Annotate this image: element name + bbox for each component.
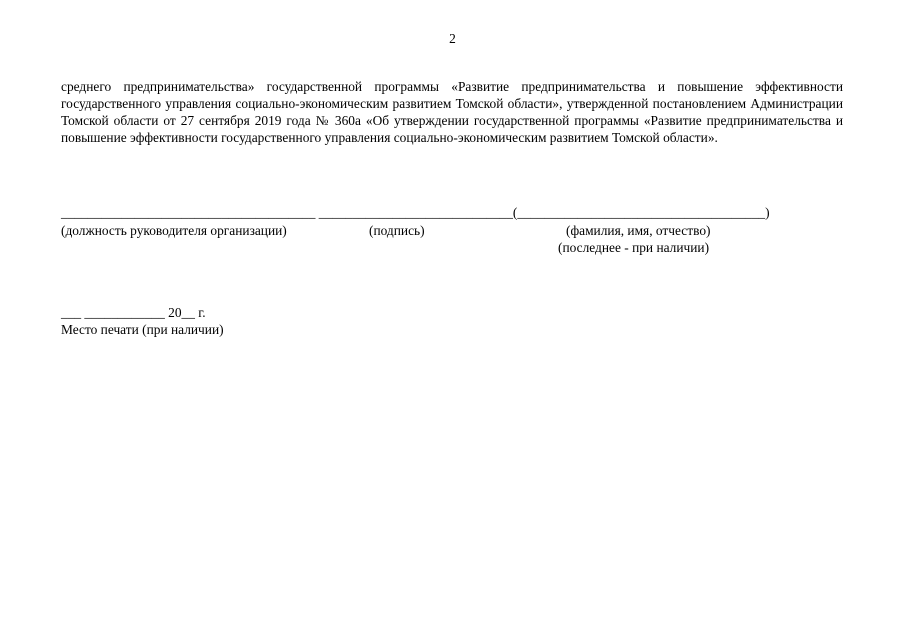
body-paragraph: среднего предпринимательства» государственной программы «Развитие предпринимательства и повышение эффективности государственного управления социально-экономическим развитием Томской области», утвержденной постановлением Администрации Томской области от 27 сентября 2019 года № 360а «Об утверждении государственной программы «Развитие предпринимательства и повышение эффективности государственного управления социально-экономическим развитием Томской области». bbox=[61, 79, 843, 145]
date-line: ___ ____________ 20__ г. bbox=[61, 305, 206, 320]
fio-note-caption: (последнее - при наличии) bbox=[558, 240, 710, 255]
signature-lines: ______________________________________ _____________________________(_____________________________________) bbox=[61, 205, 770, 220]
page-number: 2 bbox=[449, 31, 456, 46]
stamp-place-text: Место печати (при наличии) bbox=[61, 322, 224, 337]
position-caption: (должность руководителя организации) bbox=[61, 223, 287, 238]
signature-caption: (подпись) bbox=[369, 223, 425, 238]
fio-caption: (фамилия, имя, отчество) bbox=[566, 223, 711, 238]
